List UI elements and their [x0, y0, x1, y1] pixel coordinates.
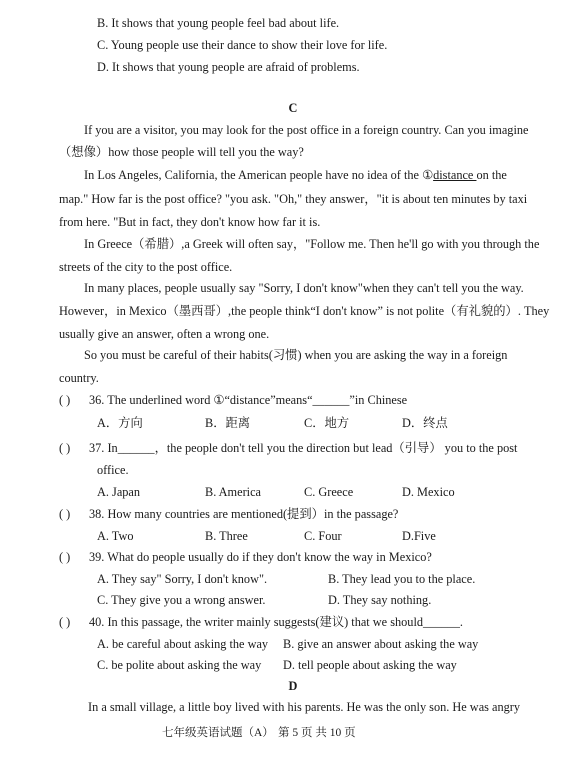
underlined-word-distance: distance: [433, 168, 477, 182]
option-d: D. They say nothing.: [328, 593, 432, 607]
section-c-heading: C: [288, 101, 298, 115]
passage-line: In many places, people usually say "Sorry, I don't know"when they can't tell you the way.: [84, 281, 524, 295]
answer-blank[interactable]: ( ): [59, 550, 71, 564]
passage-line: usually give an answer, often a wrong one.: [59, 327, 270, 341]
footer-page-number: 第 5 页 共 10 页: [278, 727, 356, 739]
passage-text: on the: [476, 168, 507, 182]
option-a: A. Two: [97, 529, 134, 543]
answer-blank[interactable]: ( ): [59, 507, 71, 521]
option-b-prev: B. It shows that young people feel bad about life.: [97, 16, 340, 30]
option-b: B. Three: [205, 529, 248, 543]
option-d-prev: D. It shows that young people are afraid of problems.: [97, 60, 360, 74]
answer-blank[interactable]: ( ): [59, 393, 71, 407]
option-b: B. They lead you to the place.: [328, 572, 476, 586]
option-d: D.Five: [402, 529, 436, 543]
question-stem: 39. What do people usually do if they don't know the way in Mexico?: [89, 550, 432, 564]
circled-number-marker: ①: [422, 168, 434, 182]
question-stem: 37. In______，the people don't tell you the direction but lead（引导） you to the post: [89, 441, 518, 455]
passage-line: （想像）how those people will tell you the way?: [59, 145, 304, 159]
question-stem: 38. How many countries are mentioned(提到）in the passage?: [89, 507, 399, 521]
passage-line: If you are a visitor, you may look for the post office in a foreign country. Can you imagine: [84, 123, 529, 137]
question-stem: 36. The underlined word ①“distance”means“______”in Chinese: [89, 393, 408, 407]
footer-exam-title: 七年级英语试题（A）: [162, 727, 274, 739]
section-d-heading: D: [288, 679, 298, 693]
option-a: A. Japan: [97, 485, 141, 499]
passage-line: [84, 167, 532, 183]
passage-line: However，in Mexico（墨西哥）,the people think“I don't know” is not polite（有礼貌的）. They: [59, 304, 550, 318]
option-a: A．方向: [97, 416, 143, 430]
option-b: B．距离: [205, 416, 251, 430]
passage-line: In a small village, a little boy lived with his parents. He was the only son. He was angry: [88, 700, 521, 714]
option-c: C. Four: [304, 529, 342, 543]
option-a: A. be careful about asking the way: [97, 637, 269, 651]
passage-line: country.: [59, 371, 99, 385]
passage-line: from here. "But in fact, they don't know how far it is.: [59, 215, 321, 229]
passage-text: In Los Angeles, California, the American people have no idea of the: [84, 168, 423, 182]
option-d: D. Mexico: [402, 485, 455, 499]
passage-line: streets of the city to the post office.: [59, 260, 233, 274]
answer-blank[interactable]: ( ): [59, 615, 71, 629]
question-stem: 40. In this passage, the writer mainly suggests(建议) that we should______.: [89, 615, 463, 629]
passage-line: map." How far is the post office? "you ask. "Oh," they answer，"it is about ten minutes by taxi: [59, 192, 528, 206]
option-a: A. They say" Sorry, I don't know".: [97, 572, 268, 586]
option-b: B. give an answer about asking the way: [283, 637, 479, 651]
option-c-prev: C. Young people use their dance to show their love for life.: [97, 38, 388, 52]
option-c: C. They give you a wrong answer.: [97, 593, 266, 607]
answer-blank[interactable]: ( ): [59, 441, 71, 455]
passage-line: So you must be careful of their habits(习惯) when you are asking the way in a foreign: [84, 348, 508, 362]
question-stem-cont: office.: [97, 463, 129, 477]
option-d: D. tell people about asking the way: [283, 658, 457, 672]
option-d: D．终点: [402, 416, 448, 430]
passage-line: In Greece（希腊）,a Greek will often say，"Follow me. Then he'll go with you through the: [84, 237, 540, 251]
option-b: B. America: [205, 485, 262, 499]
option-c: C. Greece: [304, 485, 354, 499]
option-c: C．地方: [304, 416, 350, 430]
option-c: C. be polite about asking the way: [97, 658, 262, 672]
